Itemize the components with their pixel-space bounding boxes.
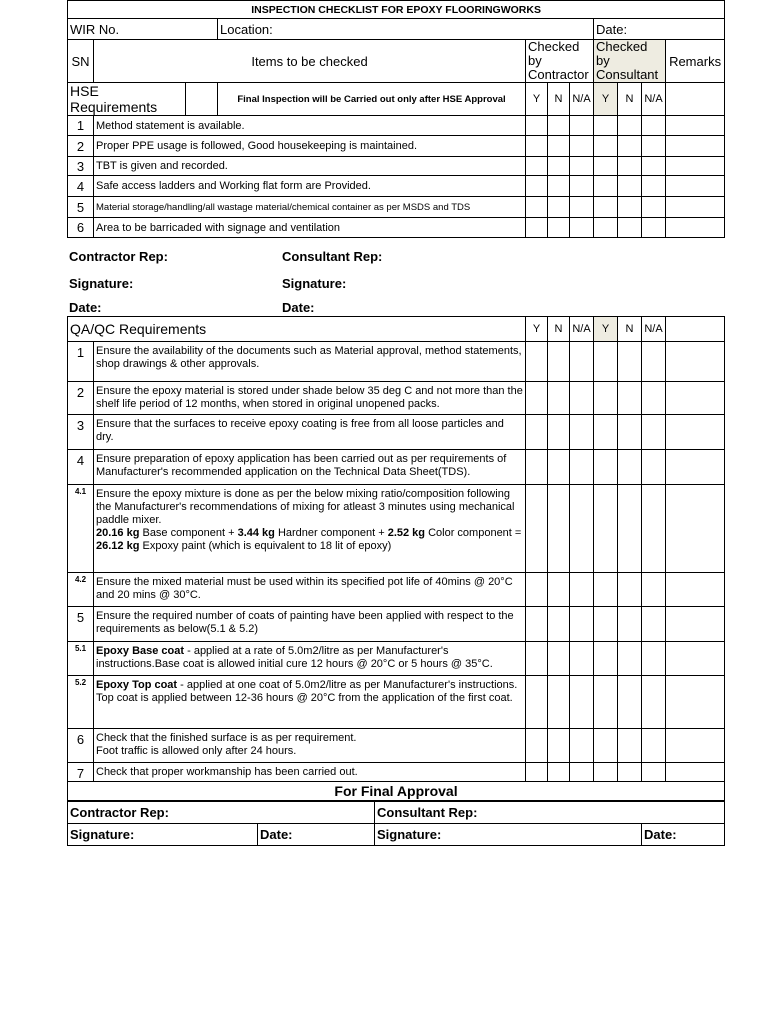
consultant-y-checkbox[interactable]: [594, 157, 618, 176]
consultant-na-checkbox[interactable]: [642, 485, 666, 573]
contractor-na-header: N/A: [570, 317, 594, 342]
item-text: [94, 642, 526, 676]
contractor-n-checkbox[interactable]: [548, 176, 570, 197]
consultant-y-checkbox[interactable]: [594, 382, 618, 415]
item-text: [94, 607, 526, 642]
consultant-y-checkbox[interactable]: [594, 573, 618, 607]
wir-no-field[interactable]: WIR No.: [68, 19, 218, 40]
contractor-na-checkbox[interactable]: [570, 607, 594, 642]
consultant-y-checkbox[interactable]: [594, 197, 618, 218]
item-text: [94, 763, 526, 782]
consultant-y-checkbox[interactable]: [594, 763, 618, 782]
item-description: Ensure the epoxy mixture is done as per the below mixing ratio/composition following the Manufacturer's recommendations of mixing for atleast 3 minutes using mechanical paddle mixer.: [96, 488, 515, 526]
qaqc-item-row: [68, 415, 725, 450]
consultant-y-checkbox[interactable]: [594, 116, 618, 136]
consultant-n-checkbox[interactable]: [618, 218, 642, 238]
contractor-y-checkbox[interactable]: [526, 136, 548, 157]
contractor-n-checkbox[interactable]: [548, 197, 570, 218]
consultant-na-checkbox[interactable]: [642, 218, 666, 238]
coat-label: Epoxy Base coat: [96, 645, 185, 657]
consultant-n-checkbox[interactable]: [618, 415, 642, 450]
item-number: 2: [68, 136, 94, 157]
qaqc-item-row: [68, 763, 725, 782]
item-description: Ensure the required number of coats of painting have been applied with respect to the requirements as below(5.1 & 5.2): [96, 610, 514, 635]
item-number: 4.2: [68, 573, 94, 607]
consultant-na-checkbox[interactable]: [642, 450, 666, 485]
remarks-cell[interactable]: [666, 642, 725, 676]
consultant-n-header: N: [618, 317, 642, 342]
contractor-y-checkbox[interactable]: [526, 485, 548, 573]
contractor-na-checkbox[interactable]: [570, 136, 594, 157]
remarks-cell[interactable]: [666, 607, 725, 642]
hse-section-title: HSE Requirements: [68, 83, 186, 116]
item-number: 6: [68, 218, 94, 238]
mix-color-label: Color component =: [425, 527, 522, 539]
contractor-n-checkbox[interactable]: [548, 573, 570, 607]
contractor-y-checkbox[interactable]: [526, 642, 548, 676]
consultant-na-checkbox[interactable]: [642, 729, 666, 763]
hse-item-row: [68, 197, 725, 218]
contractor-y-checkbox[interactable]: [526, 157, 548, 176]
contractor-n-checkbox[interactable]: [548, 136, 570, 157]
contractor-y-checkbox[interactable]: [526, 415, 548, 450]
item-description: Check that the finished surface is as per requirement.: [96, 732, 357, 744]
contractor-y-checkbox[interactable]: [526, 729, 548, 763]
blank-cell: [186, 83, 218, 116]
hse-item-row: [68, 116, 725, 136]
item-text: [94, 729, 526, 763]
consultant-na-checkbox[interactable]: [642, 197, 666, 218]
remarks-cell[interactable]: [666, 197, 725, 218]
item-text: Safe access ladders and Working flat form are Provided.: [94, 176, 526, 197]
contractor-n-checkbox[interactable]: [548, 485, 570, 573]
consultant-n-checkbox[interactable]: [618, 729, 642, 763]
consultant-na-checkbox[interactable]: [642, 642, 666, 676]
consultant-n-checkbox[interactable]: [618, 450, 642, 485]
hse-items: [68, 116, 725, 238]
item-text: Method statement is available.: [94, 116, 526, 136]
item-number: 2: [68, 382, 94, 415]
consultant-na-checkbox[interactable]: [642, 116, 666, 136]
remarks-cell[interactable]: [666, 415, 725, 450]
contractor-na-checkbox[interactable]: [570, 342, 594, 382]
consultant-na-checkbox[interactable]: [642, 136, 666, 157]
item-text: Area to be barricaded with signage and ventilation: [94, 218, 526, 238]
consultant-n-checkbox[interactable]: [618, 342, 642, 382]
date-field[interactable]: Date:: [594, 19, 725, 40]
remarks-header: Remarks: [666, 40, 725, 83]
contractor-n-header: N: [548, 83, 570, 116]
remarks-cell[interactable]: [666, 136, 725, 157]
consultant-n-checkbox[interactable]: [618, 157, 642, 176]
contractor-na-checkbox[interactable]: [570, 382, 594, 415]
qaqc-item-row: [68, 676, 725, 729]
consultant-y-checkbox[interactable]: [594, 642, 618, 676]
remarks-cell[interactable]: [666, 342, 725, 382]
hse-contractor-rep-label: Contractor Rep:: [69, 249, 168, 264]
item-number: 3: [68, 157, 94, 176]
qaqc-item-row: [68, 607, 725, 642]
contractor-na-checkbox[interactable]: [570, 176, 594, 197]
contractor-y-checkbox[interactable]: [526, 218, 548, 238]
inspection-checklist: [67, 0, 724, 846]
qaqc-item-row: [68, 729, 725, 763]
contractor-na-checkbox[interactable]: [570, 763, 594, 782]
consultant-n-checkbox[interactable]: [618, 116, 642, 136]
contractor-n-header: N: [548, 317, 570, 342]
contractor-y-checkbox[interactable]: [526, 197, 548, 218]
contractor-y-checkbox[interactable]: [526, 116, 548, 136]
remarks-cell[interactable]: [666, 676, 725, 729]
item-description: - applied at a rate of 5.0m2/litre as per Manufacturer's instructions.Base coat is allowed initial cure 12 hours @ 20°C or 5 hours @ 35°C.: [96, 645, 493, 670]
qaqc-item-row: [68, 342, 725, 382]
final-consultant-signature-field[interactable]: Signature:: [375, 824, 642, 846]
mix-hardner-qty: 3.44 kg: [237, 527, 275, 539]
contractor-y-checkbox[interactable]: [526, 342, 548, 382]
mix-base-qty: 20.16 kg: [96, 527, 140, 539]
consultant-n-checkbox[interactable]: [618, 485, 642, 573]
remarks-cell[interactable]: [666, 317, 725, 342]
qaqc-item-row: [68, 485, 725, 573]
item-text: [94, 485, 526, 573]
consultant-na-checkbox[interactable]: [642, 573, 666, 607]
contractor-na-checkbox[interactable]: [570, 415, 594, 450]
item-description: Ensure the availability of the documents such as Material approval, method statements, shop drawings & other approvals.: [96, 345, 522, 370]
final-approval-title: For Final Approval: [68, 782, 725, 801]
contractor-n-checkbox[interactable]: [548, 382, 570, 415]
contractor-n-checkbox[interactable]: [548, 763, 570, 782]
remarks-cell[interactable]: [666, 763, 725, 782]
consultant-n-checkbox[interactable]: [618, 642, 642, 676]
mix-color-qty: 2.52 kg: [387, 527, 426, 539]
contractor-na-checkbox[interactable]: [570, 218, 594, 238]
contractor-n-checkbox[interactable]: [548, 218, 570, 238]
contractor-n-checkbox[interactable]: [548, 415, 570, 450]
contractor-na-checkbox[interactable]: [570, 157, 594, 176]
qaqc-item-row: [68, 573, 725, 607]
consultant-y-checkbox[interactable]: [594, 415, 618, 450]
item-text: [94, 342, 526, 382]
consultant-y-checkbox[interactable]: [594, 607, 618, 642]
item-number: 3: [68, 415, 94, 450]
contractor-na-checkbox[interactable]: [570, 197, 594, 218]
qaqc-section-title: QA/QC Requirements: [68, 317, 526, 342]
hse-item-row: [68, 136, 725, 157]
hse-item-row: [68, 176, 725, 197]
contractor-na-checkbox[interactable]: [570, 573, 594, 607]
contractor-y-checkbox[interactable]: [526, 450, 548, 485]
consultant-y-checkbox[interactable]: [594, 342, 618, 382]
consultant-y-header: Y: [594, 317, 618, 342]
item-text: TBT is given and recorded.: [94, 157, 526, 176]
final-approval-table: [67, 801, 725, 846]
final-contractor-rep-field[interactable]: Contractor Rep:: [68, 802, 375, 824]
item-description: Check that proper workmanship has been carried out.: [96, 766, 358, 778]
qaqc-items: [68, 342, 725, 782]
qaqc-item-row: [68, 382, 725, 415]
item-number: 4: [68, 176, 94, 197]
hse-signoff: [67, 238, 724, 315]
checked-by-contractor-header: [526, 40, 594, 83]
contractor-n-checkbox[interactable]: [548, 450, 570, 485]
item-description: Ensure the mixed material must be used within its specified pot life of 40mins @ 20°C and 20 mins @ 30°C.: [96, 576, 513, 601]
item-number: 5.2: [68, 676, 94, 729]
contractor-y-checkbox[interactable]: [526, 607, 548, 642]
final-contractor-date-field[interactable]: Date:: [258, 824, 375, 846]
contractor-y-header: Y: [526, 83, 548, 116]
remarks-cell[interactable]: [666, 485, 725, 573]
contractor-na-header: N/A: [570, 83, 594, 116]
consultant-na-checkbox[interactable]: [642, 342, 666, 382]
remarks-cell[interactable]: [666, 83, 725, 116]
item-number: 4.1: [68, 485, 94, 573]
consultant-y-checkbox[interactable]: [594, 218, 618, 238]
items-header: Items to be checked: [94, 40, 526, 83]
remarks-cell[interactable]: [666, 218, 725, 238]
contractor-na-checkbox[interactable]: [570, 116, 594, 136]
item-text: [94, 450, 526, 485]
final-consultant-date-field[interactable]: Date:: [642, 824, 725, 846]
consultant-na-header: N/A: [642, 83, 666, 116]
contractor-na-checkbox[interactable]: [570, 450, 594, 485]
consultant-y-checkbox[interactable]: [594, 485, 618, 573]
consultant-na-checkbox[interactable]: [642, 176, 666, 197]
coat-label: Epoxy Top coat: [96, 679, 178, 691]
contractor-y-checkbox[interactable]: [526, 573, 548, 607]
item-number: 6: [68, 729, 94, 763]
remarks-cell[interactable]: [666, 450, 725, 485]
item-text: Proper PPE usage is followed, Good housekeeping is maintained.: [94, 136, 526, 157]
contractor-n-checkbox[interactable]: [548, 157, 570, 176]
item-number: 5: [68, 197, 94, 218]
checklist-title: INSPECTION CHECKLIST FOR EPOXY FLOORINGWORKS: [68, 1, 725, 19]
contractor-y-checkbox[interactable]: [526, 176, 548, 197]
item-description: Ensure preparation of epoxy application has been carried out as per requirements of Manufacturer's recommended application on the Technical Data Sheet(TDS).: [96, 453, 507, 478]
contractor-y-checkbox[interactable]: [526, 382, 548, 415]
contractor-label: Contractor: [528, 67, 589, 82]
hse-consultant-date-label: Date:: [282, 300, 315, 315]
contractor-na-checkbox[interactable]: [570, 485, 594, 573]
item-text: [94, 382, 526, 415]
consultant-y-checkbox[interactable]: [594, 676, 618, 729]
item-description-line2: Foot traffic is allowed only after 24 hours.: [96, 745, 297, 757]
item-description: Ensure that the surfaces to receive epoxy coating is free from all loose particles and dry.: [96, 418, 504, 443]
hse-item-row: [68, 157, 725, 176]
item-number: 1: [68, 116, 94, 136]
item-number: 1: [68, 342, 94, 382]
contractor-n-checkbox[interactable]: [548, 607, 570, 642]
consultant-na-checkbox[interactable]: [642, 382, 666, 415]
contractor-y-checkbox[interactable]: [526, 763, 548, 782]
hse-item-row: [68, 218, 725, 238]
consultant-n-checkbox[interactable]: [618, 676, 642, 729]
item-text: [94, 415, 526, 450]
consultant-label: Consultant: [596, 67, 659, 82]
item-number: 5.1: [68, 642, 94, 676]
consultant-n-header: N: [618, 83, 642, 116]
remarks-cell[interactable]: [666, 176, 725, 197]
qaqc-table: [67, 316, 725, 801]
consultant-y-checkbox[interactable]: [594, 450, 618, 485]
hse-contractor-signature-label: Signature:: [69, 276, 134, 291]
contractor-y-checkbox[interactable]: [526, 676, 548, 729]
consultant-na-checkbox[interactable]: [642, 157, 666, 176]
remarks-cell[interactable]: [666, 382, 725, 415]
checked-by-label: Checked by: [596, 39, 648, 68]
contractor-na-checkbox[interactable]: [570, 676, 594, 729]
mix-base-label: Base component +: [139, 527, 238, 539]
mix-hardner-label: Hardner component +: [274, 527, 388, 539]
consultant-n-checkbox[interactable]: [618, 382, 642, 415]
item-text: [94, 573, 526, 607]
consultant-n-checkbox[interactable]: [618, 607, 642, 642]
consultant-n-checkbox[interactable]: [618, 136, 642, 157]
checked-by-consultant-header: [594, 40, 666, 83]
consultant-na-checkbox[interactable]: [642, 415, 666, 450]
item-number: 4: [68, 450, 94, 485]
hse-contractor-date-label: Date:: [69, 300, 102, 315]
contractor-na-checkbox[interactable]: [570, 642, 594, 676]
item-text: [94, 676, 526, 729]
item-text: Material storage/handling/all wastage material/chemical container as per MSDS and TDS: [94, 197, 526, 218]
contractor-n-checkbox[interactable]: [548, 116, 570, 136]
consultant-na-header: N/A: [642, 317, 666, 342]
item-description: - applied at one coat of 5.0m2/litre as per Manufacturer's instructions. Top coat is applied between 12-36 hours @ 20°C from the application of the first coat.: [96, 679, 518, 704]
hse-consultant-rep-label: Consultant Rep:: [282, 249, 383, 264]
final-consultant-rep-field[interactable]: Consultant Rep:: [375, 802, 725, 824]
contractor-y-header: Y: [526, 317, 548, 342]
consultant-na-checkbox[interactable]: [642, 676, 666, 729]
item-description: Ensure the epoxy material is stored under shade below 35 deg C and not more than the shelf life period of 12 months, when stored in original unopened packs.: [96, 385, 523, 410]
contractor-n-checkbox[interactable]: [548, 676, 570, 729]
consultant-n-checkbox[interactable]: [618, 176, 642, 197]
contractor-n-checkbox[interactable]: [548, 642, 570, 676]
final-contractor-signature-field[interactable]: Signature:: [68, 824, 258, 846]
contractor-n-checkbox[interactable]: [548, 729, 570, 763]
mix-paint-qty: 26.12 kg: [96, 540, 140, 552]
hse-table: [67, 0, 725, 238]
hse-consultant-signature-label: Signature:: [282, 276, 347, 291]
remarks-cell[interactable]: [666, 157, 725, 176]
consultant-na-checkbox[interactable]: [642, 763, 666, 782]
sn-header: SN: [68, 40, 94, 83]
consultant-n-checkbox[interactable]: [618, 763, 642, 782]
item-number: 5: [68, 607, 94, 642]
qaqc-item-row: [68, 450, 725, 485]
consultant-y-checkbox[interactable]: [594, 729, 618, 763]
consultant-y-header: Y: [594, 83, 618, 116]
remarks-cell[interactable]: [666, 729, 725, 763]
item-number: 7: [68, 763, 94, 782]
remarks-cell[interactable]: [666, 573, 725, 607]
location-field[interactable]: Location:: [218, 19, 594, 40]
mix-paint-label: Expoxy paint (which is equivalent to 18 lit of epoxy): [139, 540, 392, 552]
contractor-na-checkbox[interactable]: [570, 729, 594, 763]
hse-approval-note: Final Inspection will be Carried out only after HSE Approval: [218, 83, 526, 116]
consultant-y-checkbox[interactable]: [594, 136, 618, 157]
consultant-n-checkbox[interactable]: [618, 197, 642, 218]
remarks-cell[interactable]: [666, 116, 725, 136]
consultant-n-checkbox[interactable]: [618, 573, 642, 607]
contractor-n-checkbox[interactable]: [548, 342, 570, 382]
qaqc-item-row: [68, 642, 725, 676]
checked-by-label: Checked by: [528, 39, 580, 68]
consultant-na-checkbox[interactable]: [642, 607, 666, 642]
consultant-y-checkbox[interactable]: [594, 176, 618, 197]
